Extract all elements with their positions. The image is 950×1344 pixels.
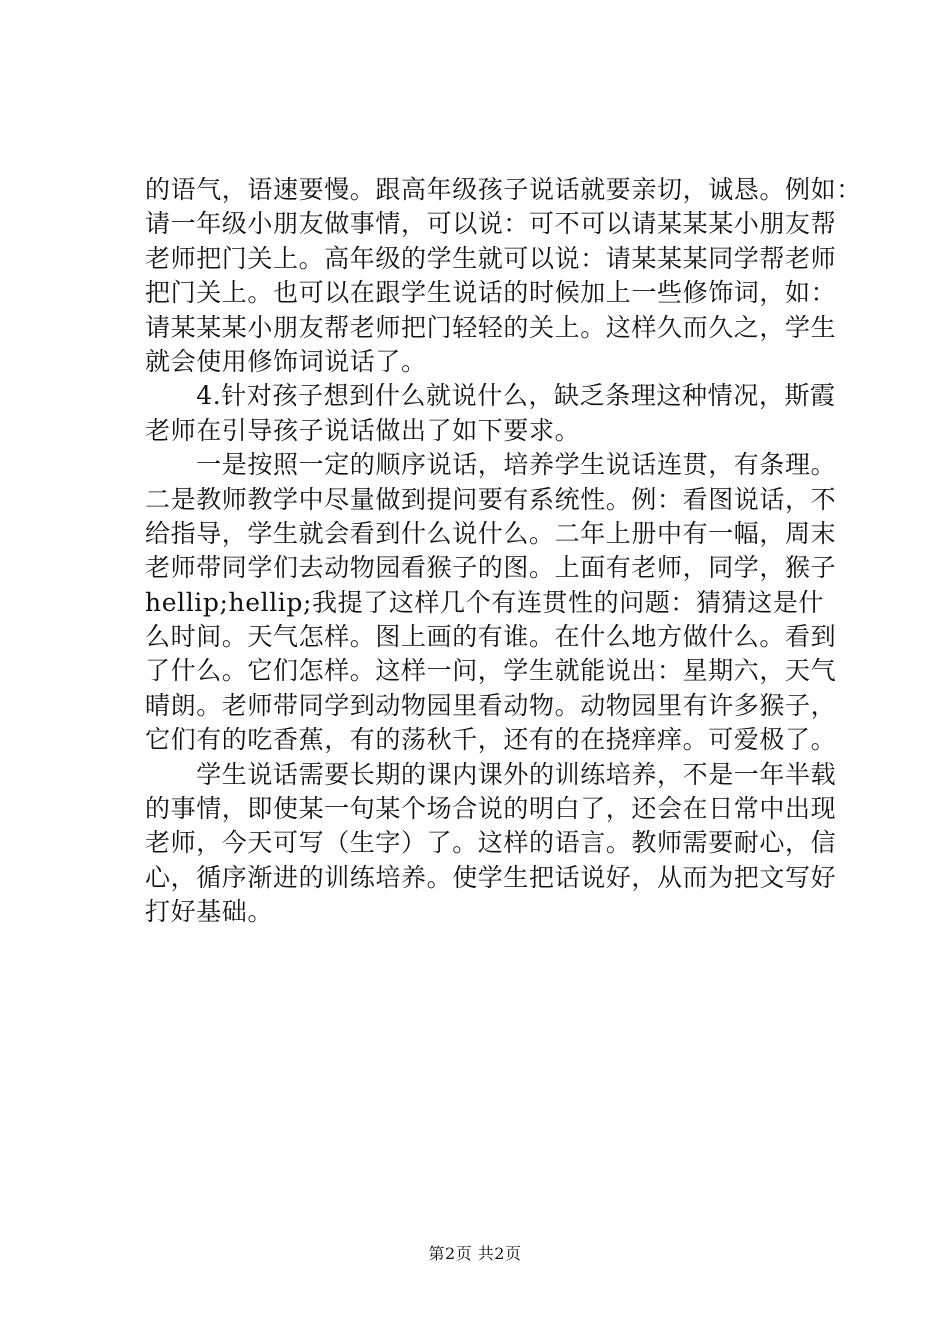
text-line: 把门关上。也可以在跟学生说话的时候加上一些修饰词，如： (145, 278, 837, 308)
text-line: 老师把门关上。高年级的学生就可以说：请某某某同学帮老师 (145, 243, 837, 273)
text-line: 请某某某小朋友帮老师把门轻轻的关上。这样久而久之，学生 (145, 312, 837, 342)
text-line: hellip;hellip;我提了这样几个有连贯性的问题：猜猜这是什 (145, 587, 825, 617)
text-line: 二是教师教学中尽量做到提问要有系统性。例：看图说话，不 (145, 484, 837, 514)
text-line: 它们有的吃香蕉，有的荡秋千，还有的在挠痒痒。可爱极了。 (145, 725, 837, 755)
text-line: 心，循序渐进的训练培养。使学生把话说好，从而为把文写好 (145, 862, 837, 892)
text-line: 老师带同学们去动物园看猴子的图。上面有老师，同学，猴子 (145, 553, 837, 583)
text-line: 的事情，即使某一句某个场合说的明白了，还会在日常中出现 (145, 794, 837, 824)
text-line: 了什么。它们怎样。这样一问，学生就能说出：星期六，天气 (145, 656, 837, 686)
page-number-footer: 第2页 共2页 (428, 1244, 522, 1263)
document-body (145, 173, 862, 930)
text-line: 的语气，语速要慢。跟高年级孩子说话就要亲切，诚恳。例如： (145, 175, 862, 204)
text-line: 老师，今天可写（生字）了。这样的语言。教师需要耐心，信 (145, 828, 837, 858)
text-line: 么时间。天气怎样。图上画的有谁。在什么地方做什么。看到 (145, 622, 837, 652)
text-line: 晴朗。老师带同学到动物园里看动物。动物园里有许多猴子， (145, 690, 837, 720)
text-line: 请一年级小朋友做事情，可以说：可不可以请某某某小朋友帮 (145, 209, 837, 239)
text-line: 老师在引导孩子说话做出了如下要求。 (145, 415, 581, 445)
text-line: 打好基础。 (145, 897, 274, 927)
text-line: 学生说话需要长期的课内课外的训练培养，不是一年半载 (145, 759, 837, 789)
text-line: 给指导，学生就会看到什么说什么。二年上册中有一幅，周末 (145, 518, 837, 548)
text-line: 4.针对孩子想到什么就说什么，缺乏条理这种情况，斯霞 (145, 381, 836, 411)
text-line: 一是按照一定的顺序说话，培养学生说话连贯，有条理。 (145, 450, 837, 480)
text-line: 就会使用修饰词说话了。 (145, 346, 427, 376)
